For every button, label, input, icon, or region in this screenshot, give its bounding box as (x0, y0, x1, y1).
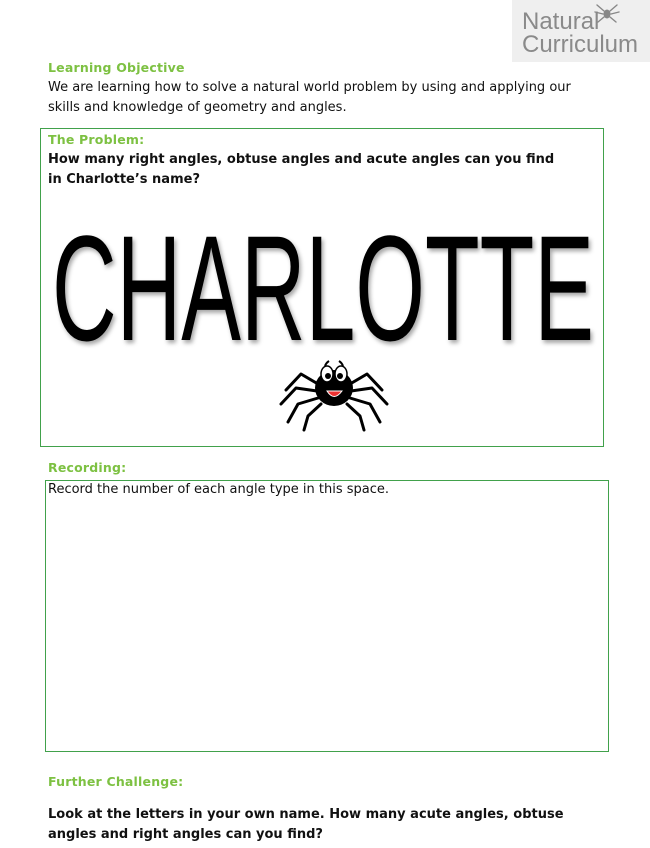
logo-line-2: Curriculum (522, 31, 639, 58)
spider-icon (268, 354, 400, 436)
charlotte-text: CHARLOTTE (52, 212, 594, 362)
learning-objective-heading: Learning Objective (48, 60, 185, 75)
recording-heading: Recording: (48, 460, 127, 475)
logo-line-1: Natural (522, 8, 600, 35)
recording-instruction: Record the number of each angle type in this space. (48, 482, 390, 497)
further-challenge-text: Look at the letters in your own name. How many acute angles, obtuse angles and right angles can you find? (48, 807, 564, 842)
further-challenge-heading: Further Challenge: (48, 774, 184, 789)
recording-box[interactable] (45, 480, 609, 752)
spider-logo-icon (592, 1, 622, 25)
learning-objective-text: We are learning how to solve a natural world problem by using and applying our skills and knowledge of geometry and angles. (48, 80, 571, 115)
problem-question: How many right angles, obtuse angles and acute angles can you find in Charlotte’s name? (48, 152, 555, 187)
charlotte-name-graphic (49, 212, 597, 362)
natural-curriculum-logo (512, 0, 650, 62)
problem-heading: The Problem: (48, 132, 145, 147)
